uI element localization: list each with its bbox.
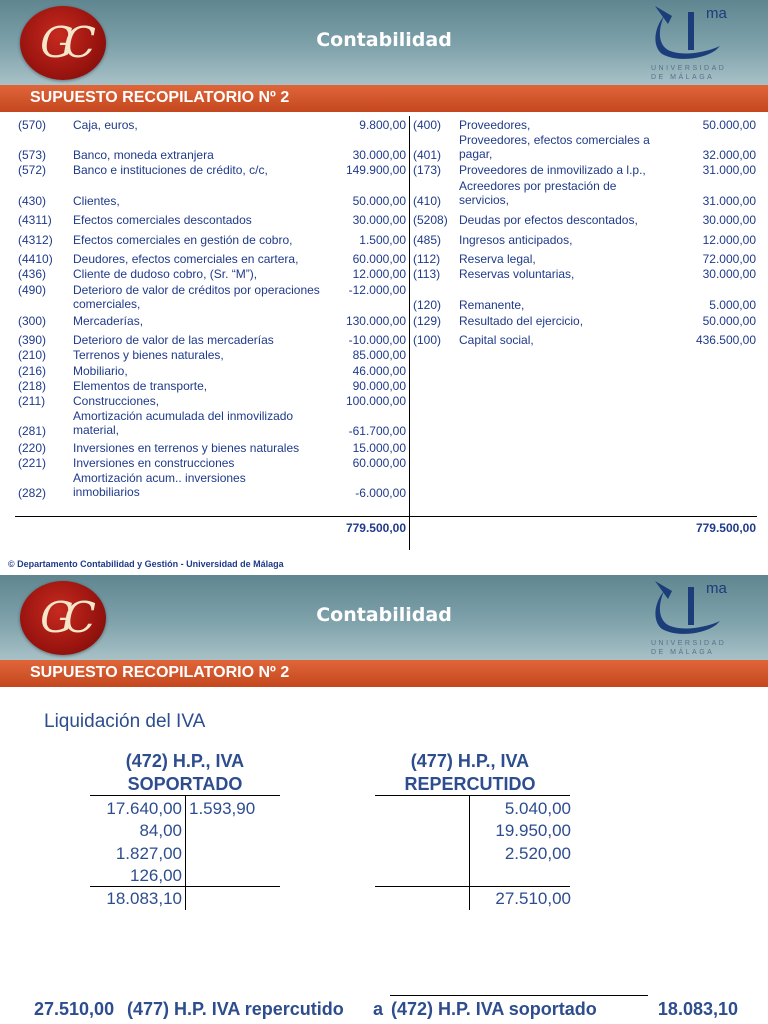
- account-description: Deudores, efectos comerciales en cartera,: [73, 252, 299, 266]
- subtitle: SUPUESTO RECOPILATORIO Nº 2: [30, 664, 290, 681]
- debit-entry: 1.827,00: [115, 844, 182, 863]
- t-account-divider: [469, 795, 470, 910]
- account-code: (485): [413, 233, 442, 247]
- t-account-title-line: (477) H.P., IVA: [410, 751, 530, 771]
- account-amount: 50.000,00: [352, 194, 406, 208]
- account-description: Reservas voluntarias,: [459, 267, 575, 281]
- section-heading: Liquidación del IVA: [44, 711, 206, 732]
- account-description: Clientes,: [73, 194, 120, 208]
- account-amount: 100.000,00: [345, 394, 406, 408]
- account-amount: 46.000,00: [352, 364, 406, 378]
- credit-entry: 19.950,00: [495, 821, 571, 840]
- account-amount: 1.500,00: [359, 233, 406, 247]
- account-description: Proveedores de inmovilizado a l.p.,: [459, 163, 646, 177]
- account-amount: 5.000,00: [709, 298, 756, 312]
- account-description: Resultado del ejercicio,: [459, 314, 584, 328]
- account-amount: 31.000,00: [702, 163, 756, 177]
- account-description: Banco, moneda extranjera: [73, 148, 214, 162]
- account-description: Terrenos y bienes naturales,: [73, 348, 224, 362]
- debit-entry: 84,00: [139, 821, 182, 840]
- account-description: Remanente,: [459, 298, 525, 312]
- account-description: Efectos comerciales descontados: [73, 213, 252, 227]
- account-code: (572): [18, 163, 47, 177]
- t-account-title-477: [375, 750, 565, 796]
- account-description: Proveedores,: [459, 118, 531, 132]
- account-description: Acreedores por prestación de servicios,: [459, 179, 617, 207]
- account-amount: -6.000,00: [355, 486, 406, 500]
- account-code: (410): [413, 194, 442, 208]
- credit-entry: 2.520,00: [504, 844, 571, 863]
- slide-header: [0, 0, 768, 85]
- account-description: Construcciones,: [73, 394, 160, 408]
- t-account-total: 18.083,10: [106, 889, 182, 908]
- t-account-divider: [185, 795, 186, 910]
- account-code: (490): [18, 283, 47, 297]
- account-amount: 50.000,00: [702, 314, 756, 328]
- account-amount: 149.900,00: [345, 163, 406, 177]
- account-amount: 9.800,00: [359, 118, 406, 132]
- t-account-total-rule: [90, 886, 280, 887]
- account-description: Amortización acumulada del inmovilizado material,: [73, 409, 294, 437]
- column-divider: [409, 116, 410, 550]
- credit-entry: 5.040,00: [504, 799, 571, 818]
- account-amount: 30.000,00: [352, 213, 406, 227]
- account-amount: -12.000,00: [348, 283, 406, 297]
- total-left: 779.500,00: [345, 521, 406, 535]
- t-account-title-472: [90, 750, 280, 796]
- account-description: Deterioro de valor de créditos por operaciones comerciales,: [73, 283, 320, 311]
- account-amount: 50.000,00: [702, 118, 756, 132]
- t-account-total-rule: [375, 886, 570, 887]
- account-description: Inversiones en construcciones: [73, 456, 235, 470]
- entry-account-debit: (477) H.P. IVA repercutido: [127, 999, 344, 1019]
- debit-entry: 126,00: [130, 866, 182, 885]
- account-code: (211): [18, 394, 46, 408]
- account-description: Mercaderías,: [73, 314, 144, 328]
- account-description: Banco e instituciones de crédito, c/c,: [73, 163, 268, 177]
- total-rule: [15, 516, 757, 517]
- account-code: (4312): [18, 233, 53, 247]
- account-code: (401): [413, 148, 442, 162]
- account-amount: 130.000,00: [345, 314, 406, 328]
- account-amount: 30.000,00: [702, 213, 756, 227]
- account-code: (221): [18, 456, 47, 470]
- account-description: Elementos de transporte,: [73, 379, 208, 393]
- account-code: (570): [18, 118, 47, 132]
- account-code: (390): [18, 333, 47, 347]
- uma-mark: ma: [706, 580, 727, 597]
- account-code: (113): [413, 267, 441, 281]
- subtitle: SUPUESTO RECOPILATORIO Nº 2: [30, 89, 290, 106]
- account-code: (218): [18, 379, 47, 393]
- entry-amount-debit: 27.510,00: [34, 999, 115, 1019]
- account-code: (4311): [18, 213, 52, 227]
- account-description: Amortización acum.. inversiones inmobiliarios: [73, 471, 246, 499]
- account-code: (210): [18, 348, 47, 362]
- account-code: (4410): [18, 252, 53, 266]
- account-amount: 60.000,00: [352, 456, 406, 470]
- entry-amount-credit: 18.083,10: [657, 999, 738, 1019]
- account-code: (173): [413, 163, 442, 177]
- t-account-title-line: (472) H.P., IVA: [125, 751, 245, 771]
- account-amount: 30.000,00: [352, 148, 406, 162]
- account-code: (100): [413, 333, 442, 347]
- account-code: (430): [18, 194, 47, 208]
- account-code: (400): [413, 118, 442, 132]
- account-description: Capital social,: [459, 333, 534, 347]
- logo-initials: GC: [40, 593, 86, 642]
- account-amount: 436.500,00: [695, 333, 756, 347]
- account-amount: 60.000,00: [352, 252, 406, 266]
- account-code: (281): [18, 424, 47, 438]
- account-code: (282): [18, 486, 47, 500]
- account-description: Reserva legal,: [459, 252, 536, 266]
- account-amount: 15.000,00: [352, 441, 406, 455]
- account-amount: 31.000,00: [702, 194, 756, 208]
- account-description: Cliente de dudoso cobro, (Sr. “M”),: [73, 267, 258, 281]
- account-description: Caja, euros,: [73, 118, 138, 132]
- uma-mark: ma: [706, 5, 727, 22]
- account-amount: -61.700,00: [348, 424, 406, 438]
- t-account-title-line: SOPORTADO: [127, 774, 243, 794]
- account-description: Ingresos anticipados,: [459, 233, 573, 247]
- total-right: 779.500,00: [695, 521, 756, 535]
- account-code: (573): [18, 148, 47, 162]
- account-description: Deudas por efectos descontados,: [459, 213, 638, 227]
- entry-connector: a: [373, 999, 384, 1019]
- subtitle-bar: [0, 85, 768, 112]
- account-code: (300): [18, 314, 47, 328]
- account-description: Inversiones en terrenos y bienes naturales: [73, 441, 300, 455]
- account-code: (120): [413, 298, 442, 312]
- account-description: Proveedores, efectos comerciales a pagar,: [459, 133, 650, 161]
- t-account-total: 27.510,00: [495, 889, 571, 908]
- uma-text: UNIVERSIDAD DE MÁLAGA: [651, 65, 727, 81]
- account-code: (216): [18, 364, 47, 378]
- account-amount: 30.000,00: [702, 267, 756, 281]
- slide-title: Contabilidad: [316, 604, 452, 626]
- account-amount: 72.000,00: [702, 252, 756, 266]
- account-amount: -10.000,00: [348, 333, 406, 347]
- credit-entry: 1.593,90: [189, 799, 256, 818]
- account-amount: 12.000,00: [352, 267, 406, 281]
- logo-initials: GC: [40, 18, 86, 67]
- account-amount: 90.000,00: [352, 379, 406, 393]
- slide-header: [0, 575, 768, 660]
- account-description: Mobiliario,: [73, 364, 128, 378]
- debit-entry: 17.640,00: [106, 799, 182, 818]
- account-description: Efectos comerciales en gestión de cobro,: [73, 233, 293, 247]
- account-code: (129): [413, 314, 442, 328]
- t-account-top-rule: [375, 795, 570, 796]
- journal-rule: [390, 995, 648, 996]
- subtitle-bar: [0, 660, 768, 687]
- account-amount: 32.000,00: [702, 148, 756, 162]
- account-code: (220): [18, 441, 47, 455]
- account-amount: 12.000,00: [702, 233, 756, 247]
- t-account-title-line: REPERCUTIDO: [404, 774, 536, 794]
- copyright-footer: © Departamento Contabilidad y Gestión - Universidad de Málaga: [8, 559, 284, 569]
- slide-iva-liquidation: [0, 575, 768, 1024]
- slide-title: Contabilidad: [316, 29, 452, 51]
- account-code: (436): [18, 267, 47, 281]
- entry-account-credit: (472) H.P. IVA soportado: [391, 999, 597, 1019]
- account-code: (5208): [413, 213, 448, 227]
- account-code: (112): [413, 252, 441, 266]
- uma-text: UNIVERSIDAD DE MÁLAGA: [651, 640, 727, 656]
- account-description: Deterioro de valor de las mercaderías: [73, 333, 274, 347]
- account-amount: 85.000,00: [352, 348, 406, 362]
